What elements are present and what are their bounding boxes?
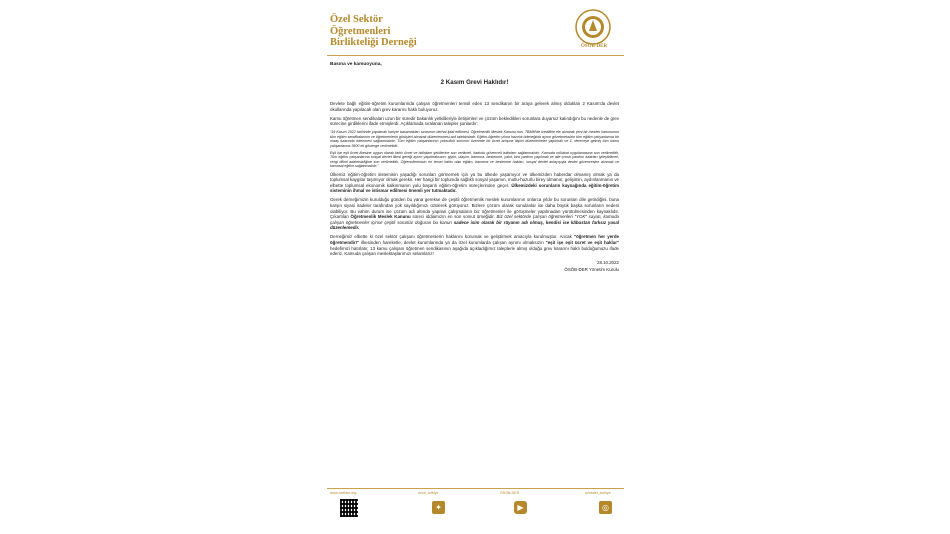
demands-quote xyxy=(330,130,619,168)
logo-abbreviation: ÖSÖB-DER xyxy=(580,44,608,49)
footer-twitter[interactable] xyxy=(418,491,478,512)
letter-date: 28.10.2022 xyxy=(597,260,619,266)
quote-paragraph-2: Eşit işe eşit ücret ilkesine uygun olarak farklı ücret ve istihdam şekillerine son verilmeli, kadrolu güvenceli istihdam sağlanmalıdır. Kamuda mülakat uygulamasına son verilmelidir. Tüm eğitim çalışanlarına sosyal devlet ilkesi gereği ayrım yapılmaksızın; giyim, ulaşım, barınma, beslenme, yakıt, kira yardımı yapılmalı ve aile çocuk yardımı tutarları iyileştirilmeli, vergi dilimi adaletsizliğine son verilmelidir. Öğrencilerimizin en temel hakkı olan eğitim, barınma ve beslenme hakları, sosyal devlet anlayışıyla devlet güvencesine alınmalı ve kamusal eğitim sağlanmalıdır." xyxy=(330,150,619,169)
twitter-handle[interactable]: ozob_turkiye xyxy=(418,491,439,495)
footer-youtube[interactable] xyxy=(500,491,560,512)
footer-divider xyxy=(327,488,624,489)
qr-code-icon xyxy=(340,499,358,517)
paragraph-1: Devlete bağlı eğitim-öğretim kurumlarında çalışan öğretmenleri temsil eden 13 sendikanın bir araya gelerek almış oldukları 2 Kasım'da devlet okullarında yapılacak olan grev kararını haklı buluyoruz. xyxy=(330,101,619,112)
website-link[interactable]: www.ozelder.org xyxy=(330,491,357,495)
footer xyxy=(330,491,622,531)
letter-title: 2 Kasım Grevi Haklıdır! xyxy=(440,78,509,86)
letter-body xyxy=(330,62,619,273)
twitter-icon[interactable]: ✦ xyxy=(432,501,445,514)
paragraph-5: Derneğimiz elbette ki özel sektör çalışanı öğretmenlerin haklarını korumak ve geliştirmek amacıyla kurulmuştur. Ancak "öğretmen her yerde öğretmendir!" ilkesinden hareketle, devlet kurumlarında ya da özel kurumlarda çalışan ayrımı olmaksızın "eşit işe eşit ücret ve eşit haklar" hedefimizi hatırlatır, 13 kamu çalışanı öğretmen sendikasının aşağıda açıkladığımız taleplerle almış olduğu grev kararını haklı bulduğumuzu ifade ederiz. Kamuda çalışan meslektaşlarımızı selamlarız! xyxy=(330,234,620,257)
footer-website[interactable] xyxy=(330,491,390,495)
organization-name: Özel Sektör Öğretmenleri Birlikteliği Derneği xyxy=(330,14,417,48)
signature: ÖSÖB-DER Yönetim Kurulu xyxy=(564,266,619,272)
header-divider xyxy=(327,55,624,56)
paragraph-3: Ülkemiz eğitim-öğretim sisteminin yaşadığı sorunları görmemek için ya bu ülkede yaşamıyor ve ülkemizden haberdar olmamış olmak ya da toplumsal kaygılar taşımıyor olmak gerekir. Her hangi bir toplumda sağlıklı sosyal yaşamın, mutlu-huzurlu birey olmanın, gelişimin, aydınlanmanın ve elbette toplumsal ekonomik kalkınmanın yolu başarılı eğitim-öğretim süreçlerinden geçer. Ülkemizdeki sorunların kaynağında eğitim-öğretim sisteminin ihmal ve istismar edilmesi önemli yer tutmaktadır. xyxy=(330,171,619,194)
organization-logo-icon xyxy=(568,8,618,48)
quote-paragraph-1: "19 Kasım 2022 tarihinde yapılacak kariyer basamakları sınavının derhal iptal edilmesi, Öğretmenlik Meslek Kanunu'nun, TBMM'de ivedilikle ele alınarak yeni bir meslek kanununun tüm eğitim sendikalarının ve öğretmenlerin görüşleri alınarak düzenlenmesi acil talebimizdir. Eğitim-öğretim yılına hazırlık ödeneğinin ayrım gözetmeksizin tüm eğitim çalışanlarına bir maaş tutarında ödenmesi sağlanmalıdır. Tüm eğitim çalışanlarının yoksulluk sınırının üzerinde bir ücret artışına ilişkin düzenlemeler yapılmalı ve 1. dereceye gelmiş tüm kamu çalışanlarına 3600 ek gösterge verilmelidir. xyxy=(330,130,619,148)
paragraph-2: Kamu öğretmen sendikaları uzun bir süredir bakanlık yetkilileriyle iletişimleri ve çözüm bekledikleri sorunlara duyarsız kalındığını bu nedenle de grev sürecine girdiklerini ifade etmişlerdi. Açıklamada sıralanan talepler şunlardır: xyxy=(330,115,619,127)
paragraph-3-emphasis: Ülkemizdeki sorunların kaynağında eğitim-öğretim sisteminin ihmal ve istismar edilmesi önemli yer tutmaktadır. xyxy=(330,182,619,194)
paragraph-4: Gerek derneğimizin kurulduğu günden bu yana gerekse de çeşitli öğretmenlik meslek kurumlarının onlarca yıldır bu sorunları dile getirdiğini, buna karşın siyasi iradeler tarafından yok sayıldığımızı üzülerek görüyoruz. Bizlere çözüm olarak sunulanlar ise daha büyük başka sorunların nedeni olabiliyor. Bu vahim durum ise çözüm adı altında yapılan çalışmaların biz öğretmenler ile görüşmeler yapılmadan yürütülmesinden kaynaklıdır. Çıkartılan Öğretmenlik Meslek Kanunu süreci iddiamızın en son somut örneğidir. Biz özel sektörde çalışan öğretmenleri "YOK" sayan, kamuda çalışan öğretmenler içinse çeşitli sorunlar doğuran bu kanun sadece isim olarak bir rüyanın adı olmuş, kendisi ise kâbustan farksız yasal düzenlemedir. xyxy=(330,197,620,231)
instagram-icon[interactable]: ◎ xyxy=(599,501,612,514)
footer-instagram[interactable] xyxy=(585,491,645,512)
youtube-handle[interactable]: ÖSÖB-DER xyxy=(500,491,520,495)
signature-block xyxy=(330,260,619,273)
youtube-icon[interactable]: ▶ xyxy=(514,501,527,514)
instagram-handle[interactable]: ozobder_turkiye xyxy=(585,491,611,495)
greeting: Basına ve kamuoyuna, xyxy=(330,62,382,67)
